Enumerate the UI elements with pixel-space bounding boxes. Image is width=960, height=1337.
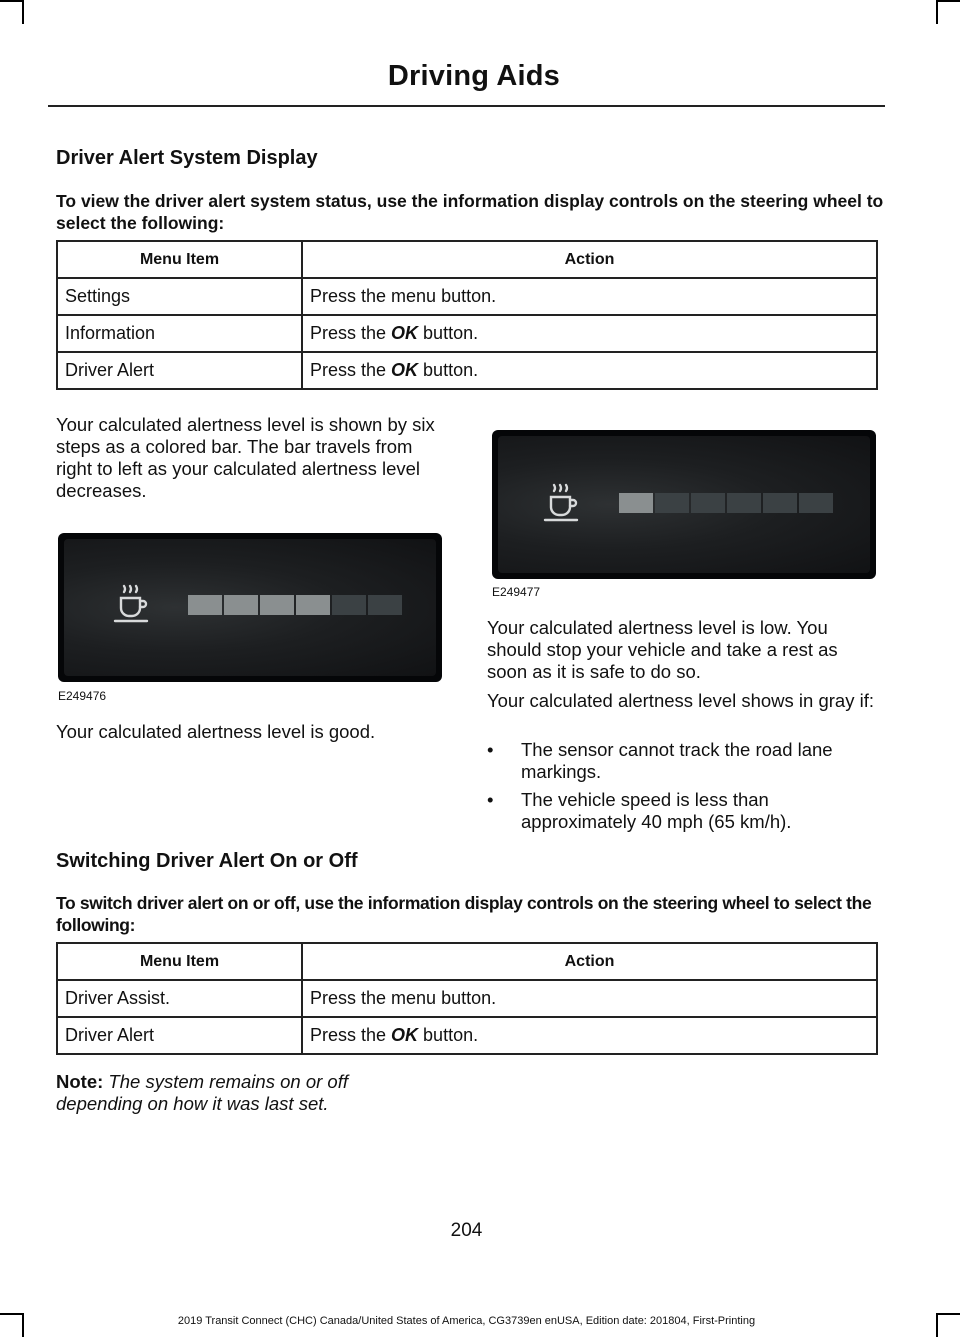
section-intro: To view the driver alert system status, use the information display controls on the steering wheel to select the following:: [56, 191, 884, 233]
coffee-cup-icon: [110, 583, 150, 623]
table-header-row: [57, 241, 877, 278]
alertness-display-good: [58, 533, 442, 682]
action-text: button.: [418, 360, 479, 380]
action-cell: [302, 352, 877, 389]
column-header: Action: [302, 943, 877, 980]
table-row: [57, 315, 877, 352]
crop-mark: [0, 0, 24, 2]
crop-mark: [936, 0, 960, 2]
list-item-text: The vehicle speed is less than approximately 40 mph (65 km/h).: [521, 789, 792, 832]
footer-text: 2019 Transit Connect (CHC) Canada/United States of America, CG3739en enUSA, Edition date: 201804, First-Printing: [177, 1315, 756, 1327]
action-text: Press the: [310, 1025, 392, 1045]
menu-table: [56, 942, 878, 1055]
action-text: button.: [418, 323, 479, 343]
ok-label: OK: [391, 1025, 419, 1045]
action-text: Press the menu button.: [310, 286, 497, 306]
action-text: Press the menu button.: [310, 988, 497, 1008]
action-text: Press the: [310, 323, 392, 343]
table-row: [57, 1017, 877, 1054]
level-segment: [799, 493, 833, 513]
level-segment: [763, 493, 797, 513]
level-segment: [296, 595, 330, 615]
section-heading: Driver Alert System Display: [56, 147, 318, 169]
level-segment: [224, 595, 258, 615]
bullet-icon: •: [487, 739, 494, 760]
list-item: [487, 789, 882, 835]
level-segment: [332, 595, 366, 615]
table-row: [57, 980, 877, 1017]
table-header-row: [57, 943, 877, 980]
note: [56, 1071, 401, 1115]
table-row: [57, 278, 877, 315]
crop-mark: [22, 0, 24, 24]
crop-mark: [936, 1313, 938, 1337]
action-cell: [302, 1017, 877, 1054]
list-item: [487, 739, 882, 785]
gray-condition-text: Your calculated alertness level shows in gray if:: [487, 690, 874, 711]
level-segment: [260, 595, 294, 615]
menu-item-cell: Driver Assist.: [57, 980, 302, 1017]
menu-item-cell: Information: [57, 315, 302, 352]
level-segment: [655, 493, 689, 513]
ok-label: OK: [391, 360, 419, 380]
menu-table: [56, 240, 878, 390]
note-text: The system remains on or off depending on how it was last set.: [56, 1071, 348, 1114]
section-heading: Switching Driver Alert On or Off: [56, 850, 358, 872]
menu-item-cell: Settings: [57, 278, 302, 315]
level-segment: [727, 493, 761, 513]
crop-mark: [936, 0, 938, 24]
menu-item-cell: Driver Alert: [57, 1017, 302, 1054]
alertness-level-bar: [188, 595, 402, 615]
bullet-icon: •: [487, 789, 494, 810]
section-intro: To switch driver alert on or off, use the information display controls on the steering wheel to select the following:: [56, 893, 872, 935]
note-label: Note:: [56, 1071, 104, 1092]
list-item-text: The sensor cannot track the road lane markings.: [521, 739, 833, 782]
alertness-level-bar: [619, 493, 833, 513]
figure-code: E249476: [58, 689, 107, 703]
header-rule: [48, 105, 885, 107]
ok-label: OK: [391, 323, 419, 343]
alertness-display-low: [492, 430, 876, 579]
action-cell: [302, 278, 877, 315]
low-alertness-text: Your calculated alertness level is low. You should stop your vehicle and take a rest as soon as it is safe to do so.: [487, 617, 838, 682]
action-text: button.: [418, 1025, 479, 1045]
action-cell: [302, 980, 877, 1017]
column-header: Menu Item: [57, 241, 302, 278]
figure-code: E249477: [492, 585, 541, 599]
column-header: Action: [302, 241, 877, 278]
level-segment: [188, 595, 222, 615]
table-row: [57, 352, 877, 389]
level-segment: [691, 493, 725, 513]
alertness-description: Your calculated alertness level is shown by six steps as a colored bar. The bar travels from right to left as your calculated alertness level decreases.: [56, 414, 435, 501]
action-text: Press the: [310, 360, 392, 380]
crop-mark: [936, 1313, 960, 1315]
figure-caption: Your calculated alertness level is good.: [56, 721, 376, 742]
page-number: 204: [450, 1220, 483, 1241]
column-header: Menu Item: [57, 943, 302, 980]
level-segment: [368, 595, 402, 615]
page-title: Driving Aids: [387, 60, 560, 92]
coffee-cup-icon: [540, 482, 580, 522]
level-segment: [619, 493, 653, 513]
action-cell: [302, 315, 877, 352]
menu-item-cell: Driver Alert: [57, 352, 302, 389]
